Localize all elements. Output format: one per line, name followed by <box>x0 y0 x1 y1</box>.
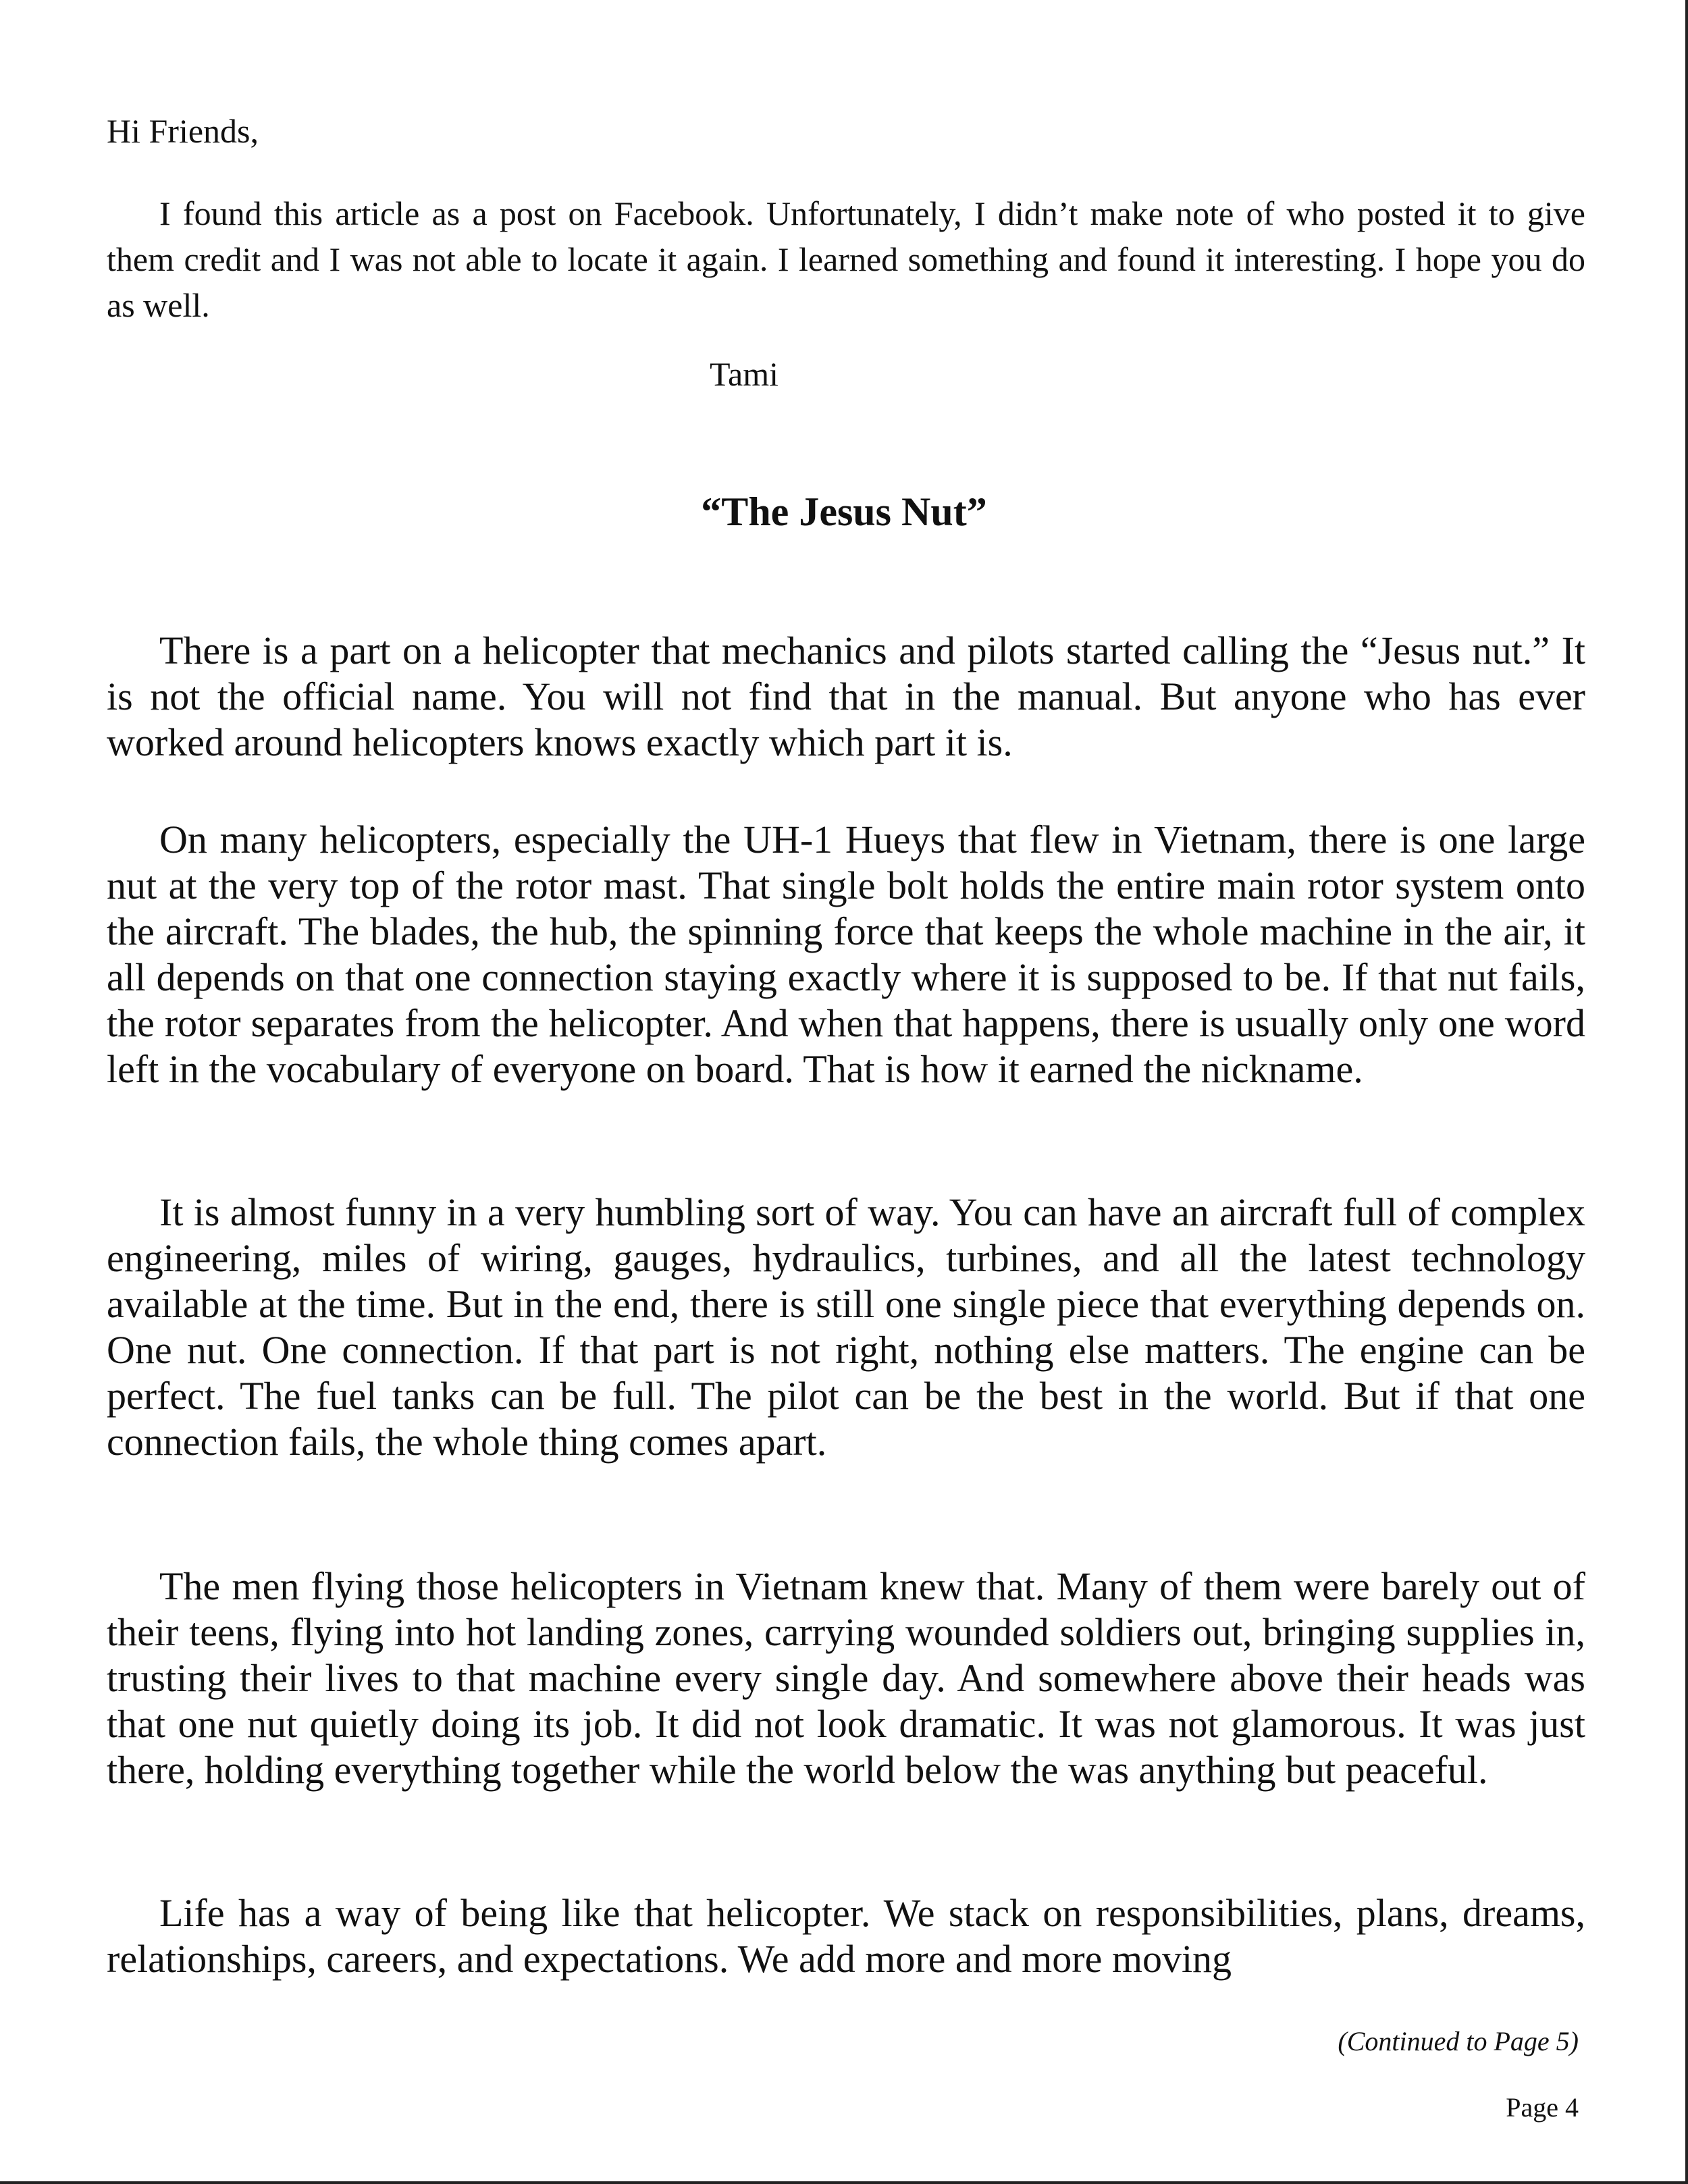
letter-greeting: Hi Friends, <box>107 112 259 150</box>
article-paragraph: Life has a way of being like that helicopter. We stack on responsibilities, plans, dreams, relationships, careers, and expectations. We add more and more moving <box>107 1891 1585 1981</box>
article-paragraph: On many helicopters, especially the UH-1 Hueys that flew in Vietnam, there is one large nut at the very top of the rotor mast. That single bolt holds the entire main rotor system onto the aircraft. The blades, the hub, the spinning force that keeps the whole machine in the air, it all depends on that one connection staying exactly where it is supposed to be. If that nut fails, the rotor separates from the helicopter. And when that happens, there is usually only one word left in the vocabulary of everyone on board. That is how it earned the nickname. <box>107 818 1585 1091</box>
letter-signature: Tami <box>709 355 779 393</box>
article-paragraph: It is almost funny in a very humbling sort of way. You can have an aircraft full of complex engineering, miles of wiring, gauges, hydraulics, turbines, and all the latest technology available at the time. But in the end, there is still one single piece that everything depends on. One nut. One connection. If that part is not right, nothing else matters. The engine can be perfect. The fuel tanks can be full. The pilot can be the best in the world. But if that one connection fails, the whole thing comes apart. <box>107 1190 1585 1464</box>
page-border-right <box>1685 0 1688 2184</box>
page-border-bottom <box>0 2181 1688 2184</box>
article-paragraph: The men flying those helicopters in Vietnam knew that. Many of them were barely out of their teens, flying into hot landing zones, carrying wounded soldiers out, bringing supplies in, trusting their lives to that machine every single day. And somewhere above their heads was that one nut quietly doing its job. It did not look dramatic. It was not glamorous. It was just there, holding everything together while the world below the was anything but peaceful. <box>107 1564 1585 1792</box>
letter-paragraph: I found this article as a post on Facebook. Unfortunately, I didn’t make note of who posted it to give them credit and I was not able to locate it again. I learned something and found it interesting. I hope you do as well. <box>107 194 1585 324</box>
article-paragraph: There is a part on a helicopter that mechanics and pilots started calling the “Jesus nut.” It is not the official name. You will not find that in the manual. But anyone who has ever worked around helicopters knows exactly which part it is. <box>107 629 1585 764</box>
article-title: “The Jesus Nut” <box>701 489 987 534</box>
page-number: Page 4 <box>1506 2092 1579 2123</box>
continued-note: (Continued to Page 5) <box>1338 2026 1579 2056</box>
